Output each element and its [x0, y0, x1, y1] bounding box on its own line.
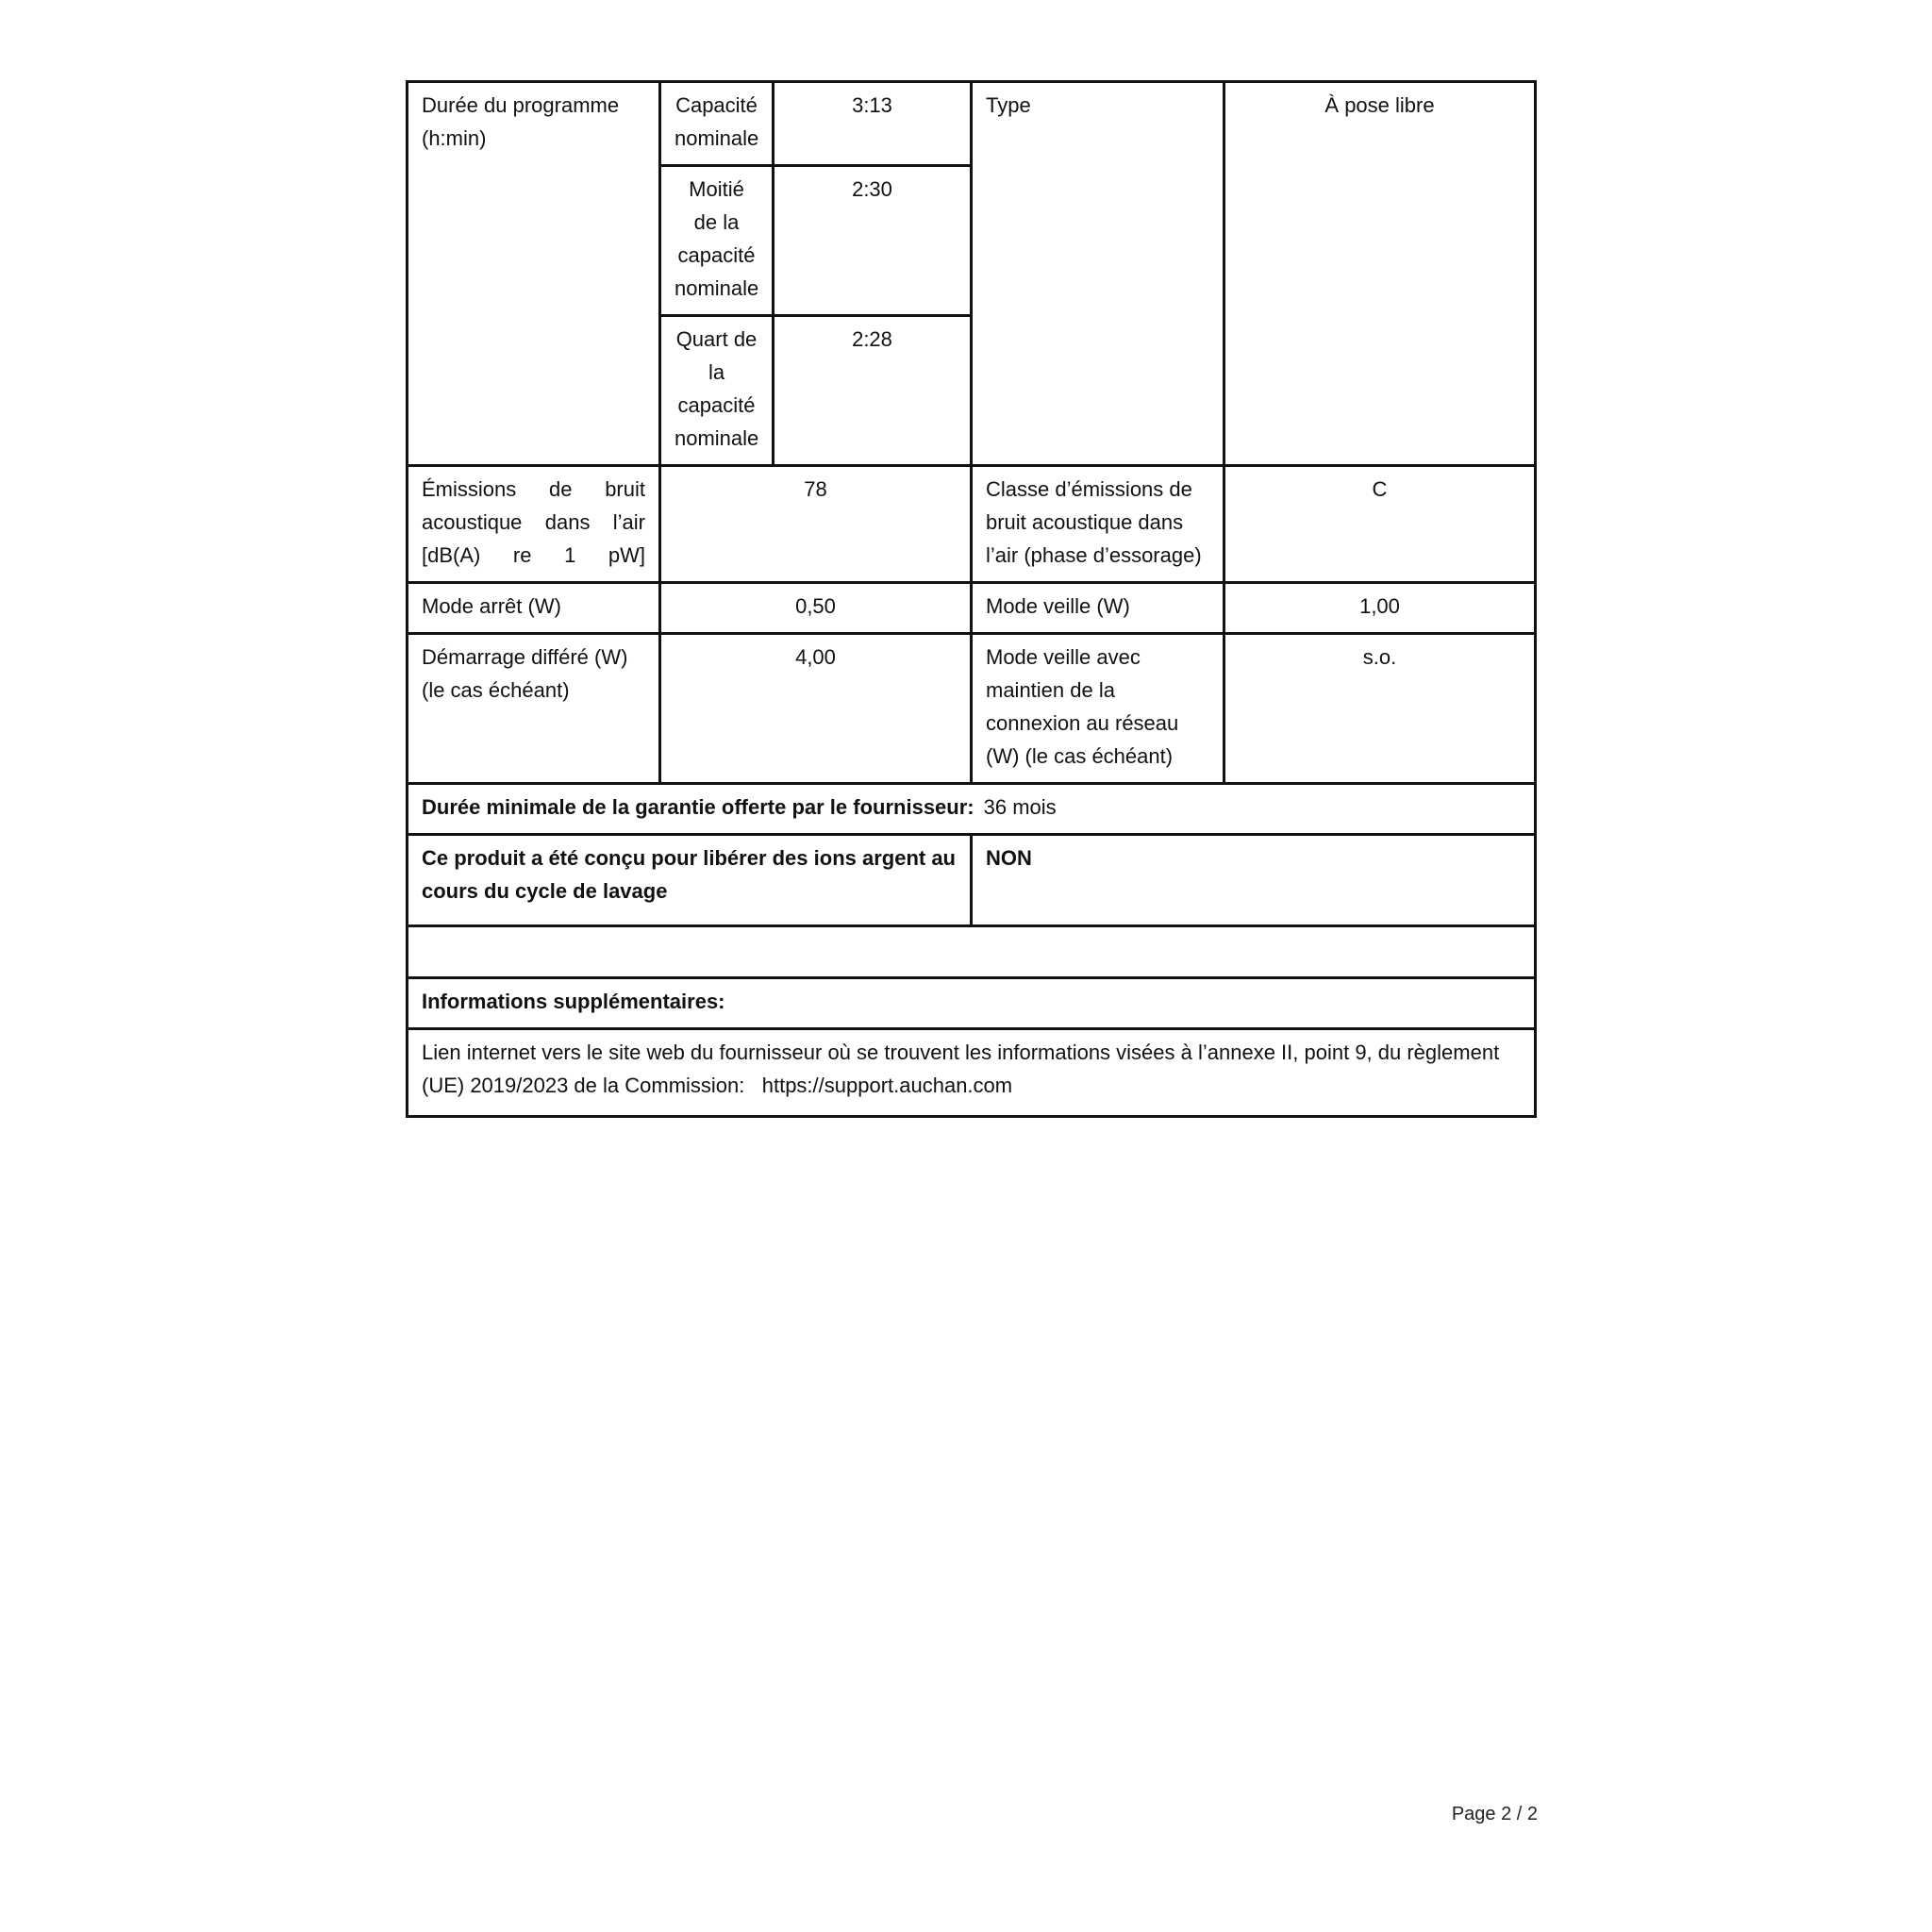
standby-mode-label: Mode veille (W) [972, 583, 1224, 634]
noise-row [408, 466, 1536, 583]
off-mode-value: 0,50 [660, 583, 972, 634]
delay-start-value: 4,00 [660, 634, 972, 784]
load-label-half: Moitié de la capacité nominale [660, 166, 774, 316]
noise-class-label: Classe d’émissions de bruit acoustique dans l’air (phase d’essorage) [972, 466, 1224, 583]
type-value: À pose libre [1224, 82, 1536, 466]
silver-ions-row [408, 835, 1536, 926]
product-information-sheet [406, 80, 1534, 1118]
additional-info-cell [408, 1029, 1536, 1117]
program-duration-label: Durée du programme (h:min) [408, 82, 660, 466]
duration-value-half: 2:30 [774, 166, 972, 316]
additional-info-heading-row [408, 978, 1536, 1029]
networked-standby-label: Mode veille avec maintien de la connexion au réseau (W) (le cas échéant) [972, 634, 1224, 784]
duration-value-quarter: 2:28 [774, 316, 972, 466]
additional-info-heading: Informations supplémentaires: [408, 978, 1536, 1029]
empty-cell [408, 926, 1536, 978]
page-number: Page 2 / 2 [1451, 1804, 1538, 1824]
silver-ions-label: Ce produit a été conçu pour libérer des ions argent au cours du cycle de lavage [408, 835, 972, 926]
additional-info-text: Lien internet vers le site web du fournisseur où se trouvent les informations visées à l’annexe II, point 9, du règlement (UE) 2019/2023 de la Commission: [422, 1041, 1500, 1097]
warranty-value: 36 mois [983, 795, 1057, 819]
load-label-rated: Capacité nominale [660, 82, 774, 166]
warranty-cell [408, 784, 1536, 835]
warranty-row [408, 784, 1536, 835]
standby-mode-value: 1,00 [1224, 583, 1536, 634]
duration-value-rated: 3:13 [774, 82, 972, 166]
power-mode-row [408, 583, 1536, 634]
delay-start-row [408, 634, 1536, 784]
type-label: Type [972, 82, 1224, 466]
specification-table [406, 80, 1537, 1118]
noise-class-value: C [1224, 466, 1536, 583]
supplier-website-link[interactable]: https://support.auchan.com [761, 1074, 1013, 1097]
program-duration-row-rated [408, 82, 1536, 166]
warranty-label: Durée minimale de la garantie offerte par le fournisseur: [422, 795, 974, 819]
silver-ions-value: NON [972, 835, 1536, 926]
networked-standby-value: s.o. [1224, 634, 1536, 784]
empty-row [408, 926, 1536, 978]
load-label-quarter: Quart de la capacité nominale [660, 316, 774, 466]
noise-label: Émissions de bruit acoustique dans l’air [dB(A) re 1 pW] [408, 466, 660, 583]
off-mode-label: Mode arrêt (W) [408, 583, 660, 634]
additional-info-row [408, 1029, 1536, 1117]
noise-value: 78 [660, 466, 972, 583]
delay-start-label: Démarrage différé (W) (le cas échéant) [408, 634, 660, 784]
